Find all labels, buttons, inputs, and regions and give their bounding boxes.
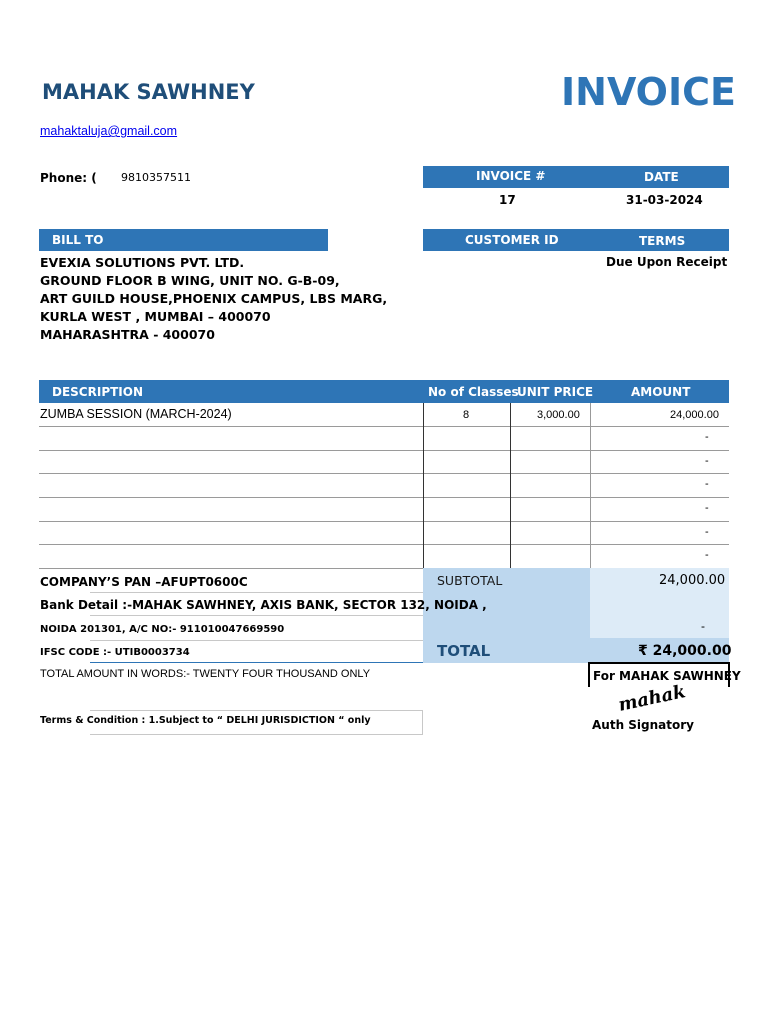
address-line: KURLA WEST , MUMBAI – 400070 [40, 309, 271, 324]
terms-value: Due Upon Receipt [606, 255, 728, 269]
bill-to-label: BILL TO [52, 233, 104, 247]
column-divider [590, 403, 591, 568]
col-amount: AMOUNT [631, 385, 691, 399]
bill-to-address [40, 254, 387, 344]
subtotal-label: SUBTOTAL [437, 573, 503, 588]
account-underline [90, 640, 423, 641]
row-divider [39, 450, 729, 451]
row-divider [39, 544, 729, 545]
total-value: ₹ 24,000.00 [638, 643, 732, 659]
row-divider [39, 473, 729, 474]
invoice-date: 31-03-2024 [626, 193, 703, 207]
email-link[interactable]: mahaktaluja@gmail.com [40, 124, 178, 138]
customer-id-label: CUSTOMER ID [465, 233, 559, 247]
items-table-header [39, 380, 729, 403]
column-divider [510, 403, 511, 568]
address-line: MAHARASHTRA - 400070 [40, 327, 215, 342]
invoice-number: 17 [499, 193, 516, 207]
amount-in-words: TOTAL AMOUNT IN WORDS:- TWENTY FOUR THOUSAND ONLY [40, 668, 371, 680]
row-divider [39, 426, 729, 427]
for-company-box [588, 662, 741, 687]
terms-conditions: Terms & Condition : 1.Subject to “ DELHI JURISDICTION “ only [40, 715, 371, 726]
for-company-label: For MAHAK SAWHNEY [593, 669, 741, 683]
date-label: DATE [644, 170, 679, 184]
subtotal-value: 24,000.00 [659, 573, 726, 588]
phone-label: Phone: ( [40, 171, 97, 185]
row-1-classes: 8 [463, 409, 470, 421]
row-1-unit-price: 3,000.00 [537, 409, 580, 421]
phone-value: 9810357511 [121, 171, 191, 184]
invoice-title: INVOICE [561, 70, 736, 114]
row-1-description: ZUMBA SESSION (MARCH-2024) [40, 407, 232, 421]
bank-underline [90, 615, 423, 616]
address-line: GROUND FLOOR B WING, UNIT NO. G-B-09, [40, 273, 340, 288]
row-4-amount: - [705, 478, 709, 490]
ifsc-code: IFSC CODE :- UTIB0003734 [40, 647, 190, 658]
row-5-amount: - [705, 502, 709, 514]
terms-label: TERMS [639, 234, 686, 248]
column-divider [423, 403, 424, 568]
col-description: DESCRIPTION [52, 385, 144, 399]
row-3-amount: - [705, 455, 709, 467]
col-unit-price: UNIT PRICE [517, 385, 594, 399]
row-7-amount: - [705, 549, 709, 561]
row-divider [39, 521, 729, 522]
bank-account: NOIDA 201301, A/C NO:- 911010047669590 [40, 624, 285, 635]
address-line: EVEXIA SOLUTIONS PVT. LTD. [40, 255, 245, 270]
invoice-date-header [423, 166, 729, 188]
col-classes: No of Classes [428, 385, 519, 399]
ifsc-underline [90, 662, 423, 663]
row-divider [39, 497, 729, 498]
total-label: TOTAL [437, 642, 491, 660]
row-6-amount: - [705, 526, 709, 538]
row-2-amount: - [705, 431, 709, 443]
pan-underline [90, 592, 423, 593]
company-name: MAHAK SAWHNEY [42, 80, 255, 104]
tax-value: - [701, 619, 705, 633]
signature: mahak [616, 681, 688, 716]
row-1-amount: 24,000.00 [670, 409, 719, 421]
address-line: ART GUILD HOUSE,PHOENIX CAMPUS, LBS MARG, [40, 291, 388, 306]
bank-detail: Bank Detail :-MAHAK SAWHNEY, AXIS BANK, SECTOR 132, NOIDA , [40, 598, 487, 612]
customer-terms-header [423, 229, 729, 251]
bill-to-header [39, 229, 328, 251]
company-pan: COMPANY’S PAN –AFUPT0600C [40, 575, 248, 589]
auth-signatory: Auth Signatory [592, 718, 694, 732]
invoice-number-label: INVOICE # [476, 169, 546, 183]
